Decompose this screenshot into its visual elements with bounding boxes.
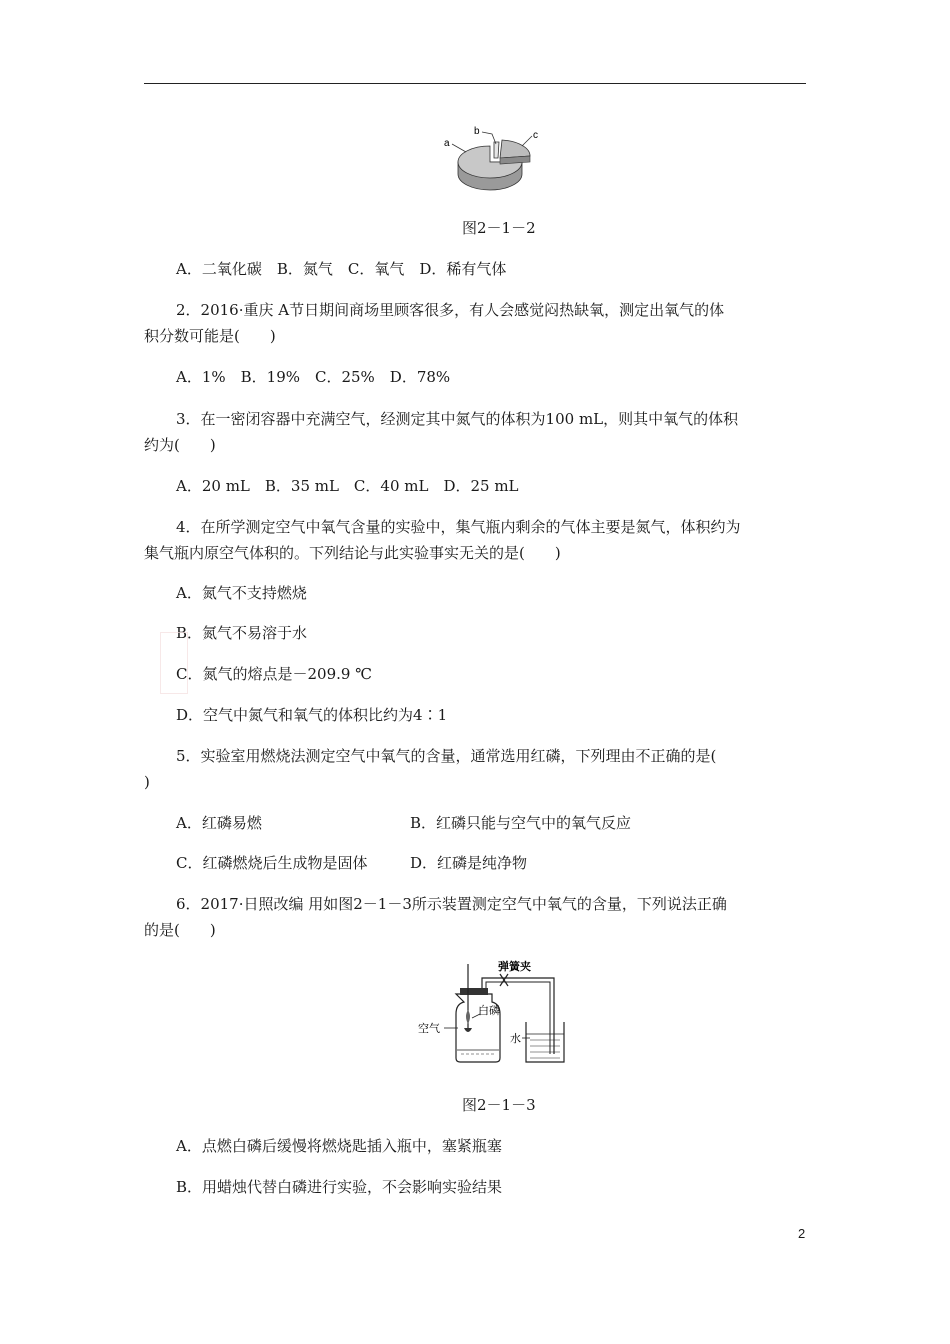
pie-label-a: a — [444, 138, 450, 149]
label-water: 水 — [510, 1032, 521, 1045]
q3-stem-line2: 约为( ) — [144, 436, 216, 454]
pie-label-b: b — [474, 126, 480, 137]
figure-caption-2: 图2－1－3 — [462, 1096, 536, 1114]
q4-option-c: C．氮气的熔点是－209.9 ℃ — [176, 665, 372, 683]
q6-stem-line1: 6．2017·日照改编 用如图2－1－3所示装置测定空气中氧气的含量，下列说法正确 — [176, 895, 727, 913]
q4-option-a: A．氮气不支持燃烧 — [176, 584, 307, 602]
figure-caption-1: 图2－1－2 — [462, 219, 536, 237]
label-air: 空气 — [418, 1022, 440, 1035]
pie-chart-figure — [436, 122, 556, 202]
flame-icon — [466, 1010, 470, 1024]
q6-option-a: A．点燃白磷后缓慢将燃烧匙插入瓶中，塞紧瓶塞 — [176, 1137, 502, 1155]
q3-stem-line1: 3．在一密闭容器中充满空气，经测定其中氮气的体积为100 mL，则其中氧气的体积 — [176, 410, 739, 428]
page-number: 2 — [798, 1226, 806, 1241]
q4-option-d: D．空气中氮气和氧气的体积比约为4∶1 — [176, 706, 448, 724]
label-clip: 弹簧夹 — [498, 960, 531, 973]
pie-label-c: c — [533, 130, 538, 141]
q5-stem-line1: 5．实验室用燃烧法测定空气中氧气的含量，通常选用红磷，下列理由不正确的是( — [176, 747, 717, 765]
q5-option-b: B．红磷只能与空气中的氧气反应 — [410, 814, 632, 832]
header-rule — [144, 83, 806, 84]
q5-option-d: D．红磷是纯净物 — [410, 854, 528, 872]
q2-stem-line1: 2．2016·重庆 A节日期间商场里顾客很多，有人会感觉闷热缺氧，测定出氧气的体 — [176, 301, 725, 319]
q5-stem-line2: ) — [144, 773, 150, 791]
q3-options: A．20 mL B．35 mL C．40 mL D．25 mL — [176, 477, 519, 495]
q1-options: A．二氧化碳 B．氮气 C．氧气 D．稀有气体 — [176, 260, 507, 278]
beaker — [526, 1022, 564, 1062]
q6-stem-line2: 的是( ) — [144, 921, 216, 939]
q5-option-a: A．红磷易燃 — [176, 814, 262, 832]
stopper — [460, 988, 488, 995]
slice-b — [494, 142, 499, 158]
spring-clip — [500, 974, 508, 986]
q2-stem-line2: 积分数可能是( ) — [144, 327, 276, 345]
q5-option-c: C．红磷燃烧后生成物是固体 — [176, 854, 368, 872]
q4-stem-line1: 4．在所学测定空气中氧气含量的实验中，集气瓶内剩余的气体主要是氮气，体积约为 — [176, 518, 741, 536]
apparatus-figure — [414, 958, 574, 1070]
label-phosphorus: 白磷 — [478, 1004, 500, 1017]
q2-options: A．1% B．19% C．25% D．78% — [176, 368, 451, 386]
q4-option-b: B．氮气不易溶于水 — [176, 624, 308, 642]
q4-stem-line2: 集气瓶内原空气体积的。下列结论与此实验事实无关的是( ) — [144, 544, 561, 562]
q6-option-b: B．用蜡烛代替白磷进行实验，不会影响实验结果 — [176, 1178, 503, 1196]
